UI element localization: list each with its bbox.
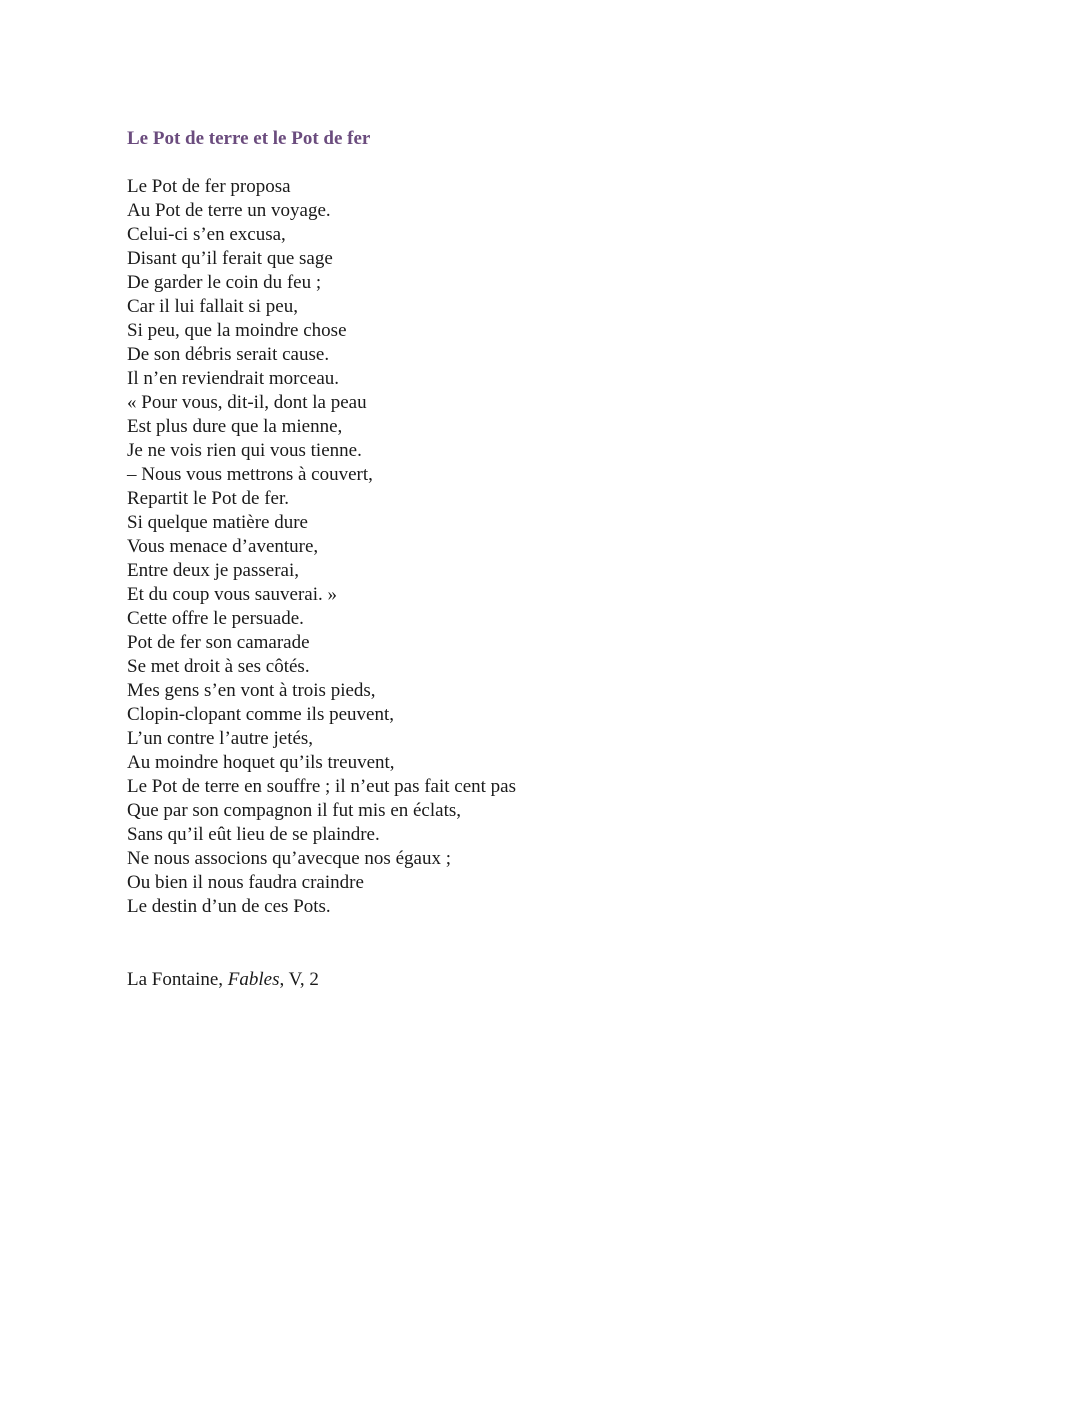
poem-line: De son débris serait cause. [127,344,330,365]
poem-line: Clopin-clopant comme ils peuvent, [127,704,395,725]
poem-line: Se met droit à ses côtés. [127,656,310,677]
poem-line: Le Pot de fer proposa [127,176,291,197]
poem-line: Celui-ci s’en excusa, [127,224,286,245]
attribution-work: Fables [227,969,280,990]
attribution [127,968,319,992]
poem-line: Le Pot de terre en souffre ; il n’eut pas fait cent pas [127,776,517,797]
poem-line: Le destin d’un de ces Pots. [127,896,331,917]
poem-line: « Pour vous, dit-il, dont la peau [127,392,367,413]
poem-line: Disant qu’il ferait que sage [127,248,333,269]
poem-line: Si peu, que la moindre chose [127,320,347,341]
poem-line: Car il lui fallait si peu, [127,296,298,317]
poem-line: Et du coup vous sauverai. » [127,584,338,605]
poem-line: Au Pot de terre un voyage. [127,200,331,221]
poem-body [127,175,516,919]
poem-line: Si quelque matière dure [127,512,308,533]
attribution-reference: , V, 2 [279,969,319,990]
poem-line: Repartit le Pot de fer. [127,488,289,509]
poem-line: – Nous vous mettrons à couvert, [127,464,373,485]
poem-line: Ne nous associons qu’avecque nos égaux ; [127,848,451,869]
poem-line: Est plus dure que la mienne, [127,416,343,437]
attribution-author: La Fontaine, [127,969,228,990]
poem-line: De garder le coin du feu ; [127,272,322,293]
poem-line: Ou bien il nous faudra craindre [127,872,364,893]
poem-line: Cette offre le persuade. [127,608,304,629]
poem-line: Mes gens s’en vont à trois pieds, [127,680,376,701]
poem-line: Au moindre hoquet qu’ils treuvent, [127,752,395,773]
poem-line: Que par son compagnon il fut mis en éclats, [127,800,462,821]
poem-line: Sans qu’il eût lieu de se plaindre. [127,824,380,845]
poem-line: Entre deux je passerai, [127,560,299,581]
poem-line: Vous menace d’aventure, [127,536,319,557]
poem-title: Le Pot de terre et le Pot de fer [127,128,371,149]
poem-line: L’un contre l’autre jetés, [127,728,314,749]
poem-line: Je ne vois rien qui vous tienne. [127,440,362,461]
poem-line: Pot de fer son camarade [127,632,310,653]
poem-line: Il n’en reviendrait morceau. [127,368,340,389]
